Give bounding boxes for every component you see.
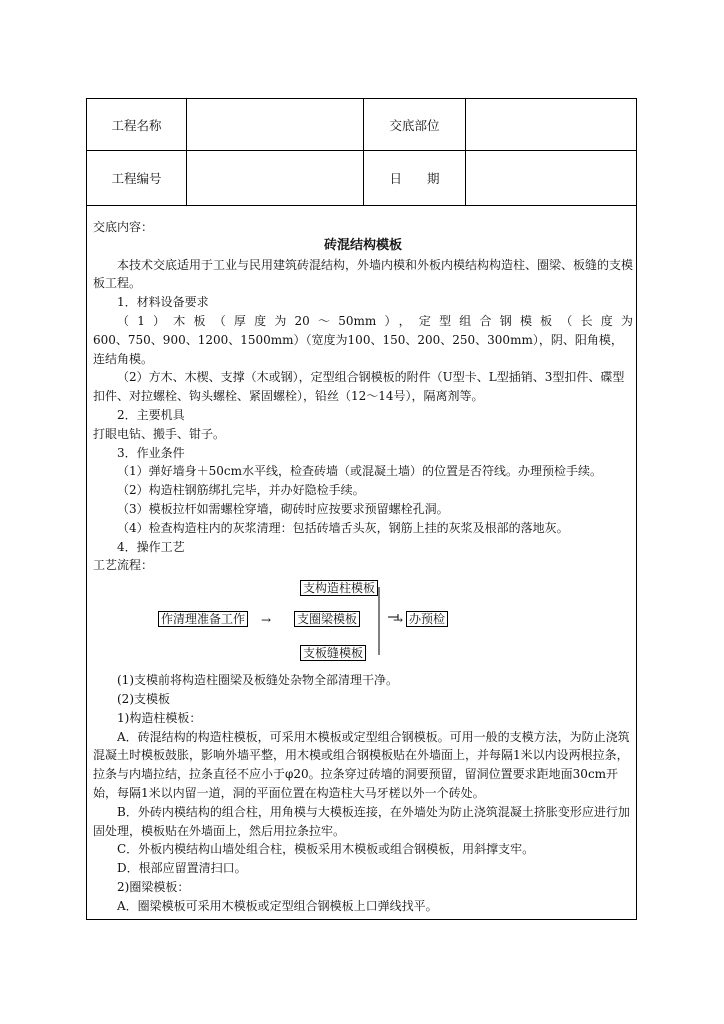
support-heading: (2)支模板 [117, 691, 170, 706]
document-title: 砖混结构模板 [323, 237, 402, 253]
section-3-item-1: （1）弹好墙身＋50cm水平线，检查砖墙（或混凝土墙）的位置是否符线。办理预检手续。 [117, 464, 603, 479]
flow-arrow-2: → [393, 613, 404, 628]
header-row-2 [87, 151, 636, 206]
project-name-label: 工程名称 [87, 99, 187, 150]
date-value [466, 151, 636, 205]
project-no-value [187, 151, 364, 205]
section-2-text: 打眼电钻、搬手、钳子。 [93, 426, 226, 441]
section-1-heading: 1．材料设备要求 [117, 295, 209, 310]
flow-box-prepare: 作清理准备工作 [158, 611, 248, 627]
section-3-item-4: （4）检查构造柱内的灰浆清理：包括砖墙舌头灰，钢筋上挂的灰浆及根部的落地灰。 [117, 520, 569, 535]
clean-paragraph: (1)支模前将构造柱圈梁及板缝处杂物全部清理干净。 [117, 673, 399, 688]
flow-box-ring-beam: 支圈梁模板 [294, 611, 360, 627]
disclosure-content [93, 218, 633, 916]
location-label: 交底部位 [364, 99, 466, 150]
column-item-b: B．外砖内模结构的组合柱，用角模与大模板连接，在外墙处为防止浇筑混凝土挤胀变形应进行加固处理，模板贴在外墙面上，然后用拉条拉牢。 [93, 804, 630, 838]
disclosure-form [86, 98, 637, 920]
column-item-a: A．砖混结构的构造柱模板，可采用木模板或定型组合钢模板。可用一般的支模方法，为防止浇筑混凝土时模板鼓胀，影响外墙平整，用木模或组合钢模板贴在外墙面上，并每隔1米以内设两根拉条，拉条与内墙拉结，拉条直径不应小于φ20。拉条穿过砖墙的洞要预留，留洞位置要求距地面30cm开始，每隔1米以内留一道，洞的平面位置在构造柱大马牙槎以外一个砖处。 [93, 729, 630, 800]
flow-box-slab-joint: 支板缝模板 [300, 645, 366, 661]
header-row-1 [87, 99, 636, 151]
location-value [466, 99, 636, 150]
project-name-value [187, 99, 364, 150]
ring-beam-item-a: A．圈梁模板可采用木模板或定型组合钢模板上口弹线找平。 [117, 898, 438, 913]
flow-box-pre-inspection: 办预检 [406, 611, 448, 627]
scope-paragraph: 本技术交底适用于工业与民用建筑砖混结构，外墙内模和外板内模结构构造柱、圈梁、板缝的支模板工程。 [93, 257, 634, 291]
section-1-item-1-line-2: 600、750、900、1200、1500mm）（宽度为100、150、200、250、300mm），阴、阳角模，连结角模。 [93, 332, 623, 366]
intro-label: 交底内容： [93, 220, 154, 234]
column-formwork-heading: 1)构造柱模板： [117, 710, 202, 725]
project-no-label: 工程编号 [87, 151, 187, 205]
section-4-heading: 4．操作工艺 [117, 539, 185, 554]
section-1-item-2: （2）方木、木楔、支撑（木或钢），定型组合钢模板的附件（U型卡、L型插销、3型扣件、碟型扣件、对拉螺栓、钩头螺栓、紧固螺栓），铅丝（12～14号），隔离剂等。 [93, 370, 625, 404]
flow-arrow-1: → [261, 613, 272, 628]
column-item-d: D．根部应留置清扫口。 [117, 861, 247, 876]
column-item-c: C．外板内模结构山墙处组合柱，模板采用木模板或组合钢模板，用斜撑支牢。 [117, 842, 535, 857]
section-2-heading: 2．主要机具 [117, 407, 185, 422]
process-flow-diagram [93, 577, 633, 667]
section-3-item-2: （2）构造柱钢筋绑扎完毕，并办好隐检手续。 [117, 483, 365, 498]
flow-box-column-formwork: 支构造柱模板 [300, 580, 378, 596]
section-3-heading: 3．作业条件 [117, 445, 185, 460]
ring-beam-heading: 2)圈梁模板： [117, 879, 190, 894]
date-label: 日 期 [364, 151, 466, 205]
flow-label: 工艺流程： [93, 558, 154, 573]
section-3-item-3: （3）模板拉杆如需螺栓穿墙，砌砖时应按要求预留螺栓孔洞。 [117, 501, 449, 516]
section-1-item-1-line-1: （1）木板（厚度为20～50mm），定型组合钢模板（长度为 [117, 313, 633, 328]
